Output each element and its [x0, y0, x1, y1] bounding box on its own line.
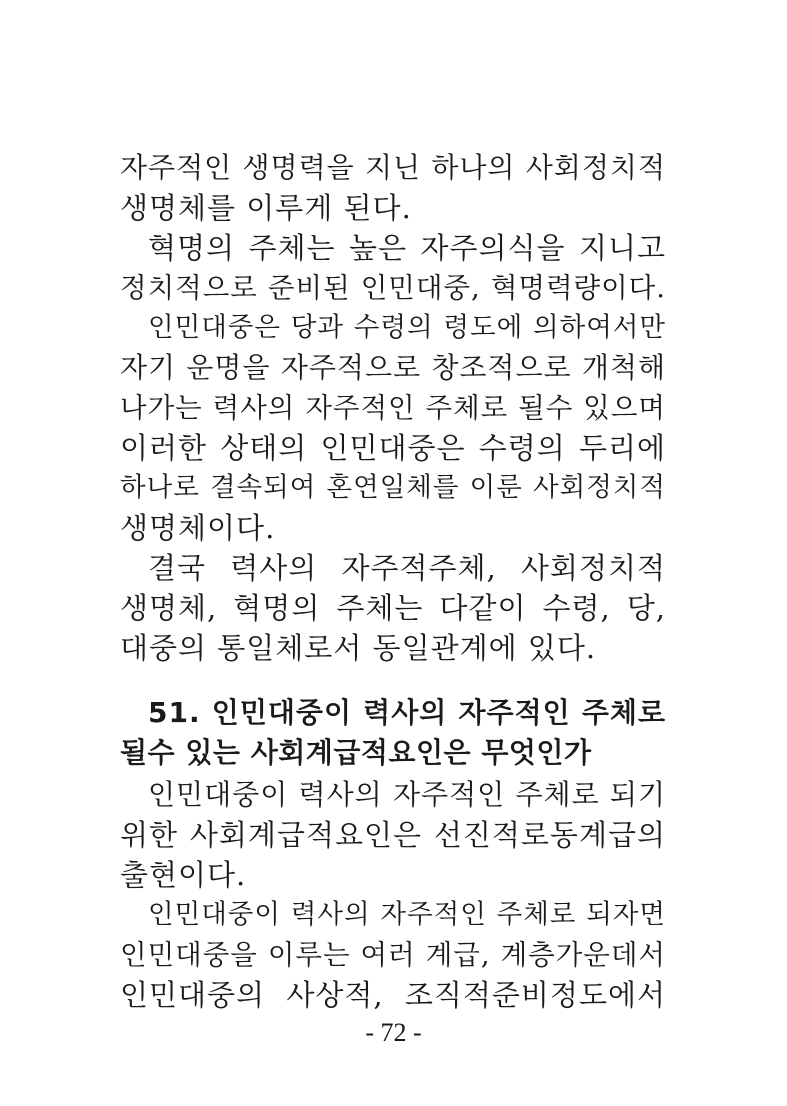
paragraph-4-line-2: 생명체, 혁명의 주체는 다같이 수령, 당,: [120, 591, 666, 625]
section-paragraph-2-line-1: 인민대중이 력사의 자주적인 주체로 되자면: [148, 899, 666, 930]
paragraph-1-line-2: 생명체를 이루게 된다.: [120, 191, 412, 225]
section-paragraph-1-line-3: 출현이다.: [120, 858, 247, 892]
page-number: - 72 -: [365, 1018, 422, 1047]
paragraph-3-line-4: 이러한 상태의 인민대중은 수령의 두리에: [120, 431, 666, 465]
paragraph-3-line-6: 생명체이다.: [120, 511, 276, 545]
paragraph-2-line-1: 혁명의 주체는 높은 자주의식을 지니고: [148, 231, 666, 265]
paragraph-3-line-5: 하나로 결속되여 혼연일체를 이룬 사회정치적: [120, 472, 666, 503]
paragraph-4-line-1: 결국 력사의 자주적주체, 사회정치적: [148, 551, 666, 585]
section-heading-line-1: 51. 인민대중이 력사의 자주적인 주체로: [148, 696, 666, 729]
paragraph-3-line-3: 나가는 력사의 자주적인 주체로 될수 있으며: [120, 392, 666, 424]
section-paragraph-1-line-1: 인민대중이 력사의 자주적인 주체로 되기: [148, 778, 666, 811]
paragraph-1-line-1: 자주적인 생명력을 지닌 하나의 사회정치적: [120, 151, 666, 184]
section-heading-line-2: 될수 있는 사회계급적요인은 무엇인가: [120, 736, 592, 769]
section-paragraph-2-line-3: 인민대중의 사상적, 조직적준비정도에서: [120, 978, 666, 1012]
paragraph-3-line-1: 인민대중은 당과 수령의 령도에 의하여서만: [148, 312, 666, 343]
paragraph-4-line-3: 대중의 통일체로서 동일관계에 있다.: [120, 631, 597, 665]
paragraph-3-line-2: 자기 운명을 자주적으로 창조적으로 개척해: [120, 351, 666, 384]
section-paragraph-1-line-2: 위한 사회계급적요인은 선진적로동계급의: [120, 818, 666, 852]
section-paragraph-2-line-2: 인민대중을 이루는 여러 계급, 계층가운데서: [120, 939, 666, 971]
paragraph-2-line-2: 정치적으로 준비된 인민대중, 혁명력량이다.: [120, 272, 666, 304]
